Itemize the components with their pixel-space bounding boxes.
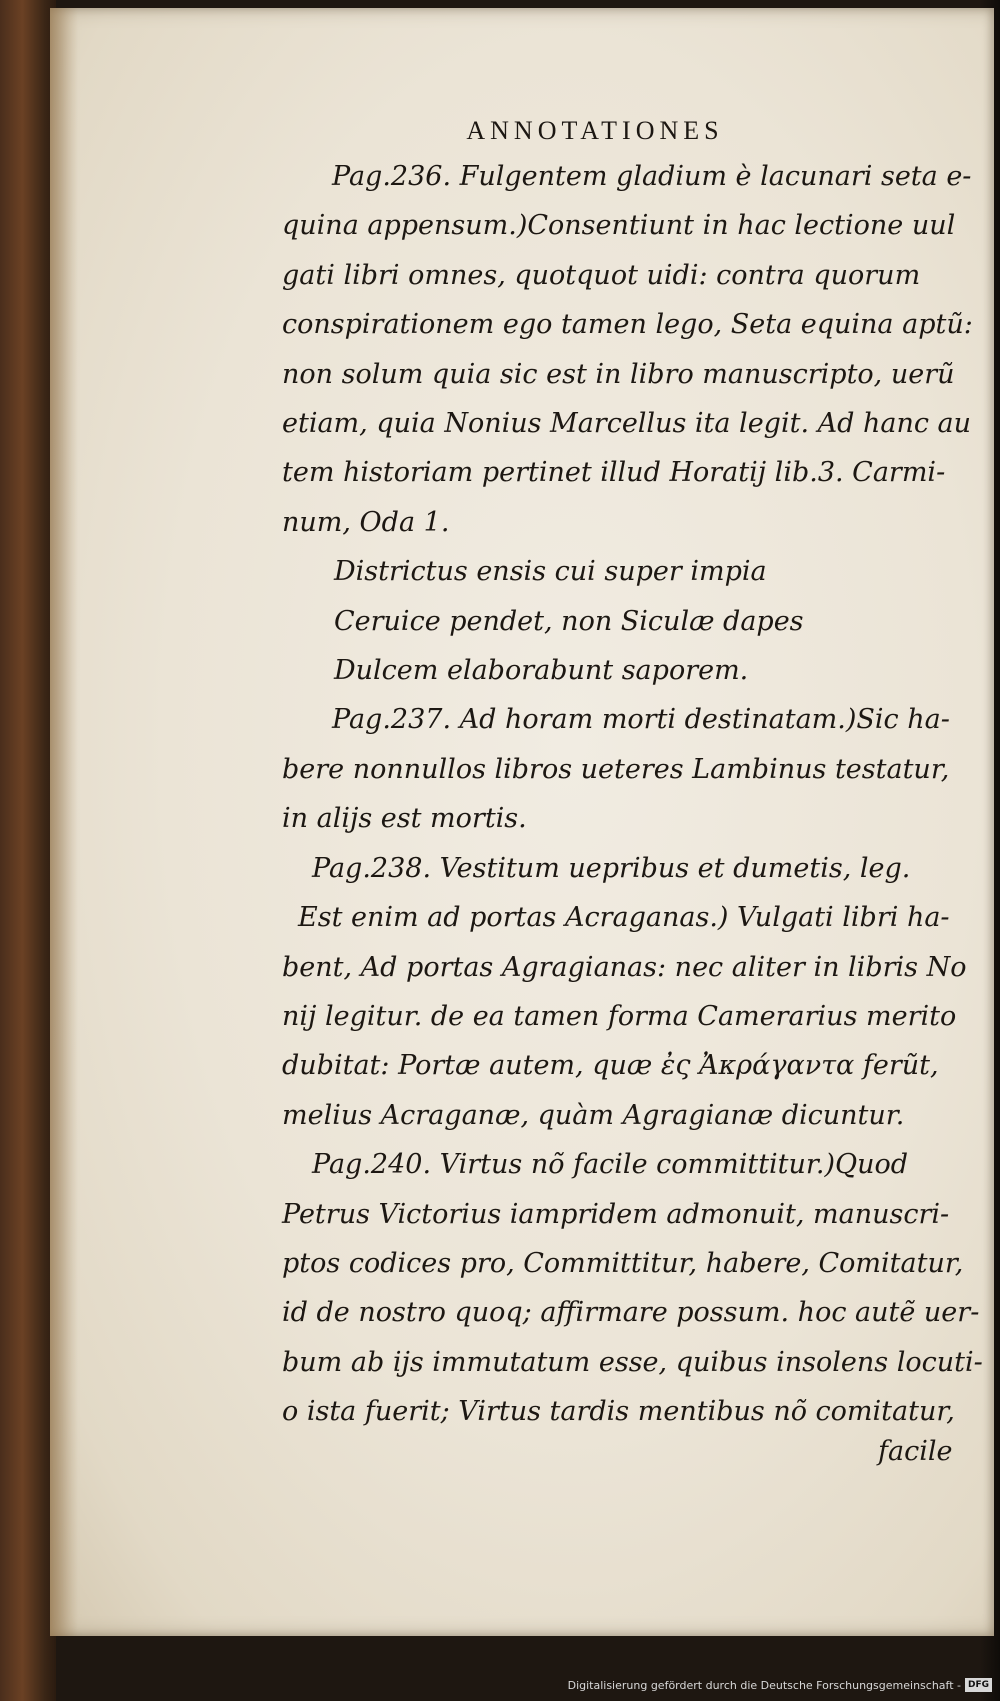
text-line: etiam, quia Nonius Marcellus ita legit. Ad hanc au [282, 408, 972, 440]
text-line: bum ab ijs immutatum esse, quibus insolens locuti- [282, 1346, 983, 1378]
text-line: dubitat: Portæ autem, quæ ἐς Ἀκράγαντα ferũt, [282, 1050, 939, 1082]
text-line: ptos codices pro, Committitur, habere, Comitatur, [282, 1247, 964, 1279]
text-line: nij legitur. de ea tamen forma Camerarius merito [282, 1000, 957, 1032]
verse-line: Ceruice pendet, non Siculæ dapes [334, 605, 804, 637]
text-line: Pag.236. Fulgentem gladium è lacunari seta e- [332, 161, 972, 192]
text-line: Pag.238. Vestitum uepribus et dumetis, leg. [312, 852, 911, 884]
text-line: Petrus Victorius iampridem admonuit, manuscri- [282, 1198, 950, 1230]
dfg-logo: DFG [965, 1678, 992, 1692]
text-line: o ista fuerit; Virtus tardis mentibus nõ comitatur, [282, 1396, 955, 1428]
text-line: id de nostro quoq; affirmare possum. hoc autẽ uer- [282, 1297, 980, 1329]
catchword: facile [878, 1436, 953, 1467]
text-line: bent, Ad portas Agragianas: nec aliter in libris No [282, 951, 967, 983]
text-line: Est enim ad portas Acraganas.) Vulgati libri ha- [298, 902, 950, 934]
digitization-credit [568, 1675, 992, 1695]
text-line: non solum quia sic est in libro manuscripto, uerũ [282, 358, 955, 390]
text-line: num, Oda 1. [282, 506, 450, 538]
text-line: tem historiam pertinet illud Horatij lib.3. Carmi- [282, 457, 946, 489]
book-binding-edge [0, 0, 56, 1701]
credit-text: Digitalisierung gefördert durch die Deutsche Forschungsgemeinschaft - [567, 1678, 961, 1692]
running-head: ANNOTATIONES [466, 116, 724, 145]
text-line: in alijs est mortis. [282, 803, 527, 835]
verse-line: Dulcem elaborabunt saporem. [334, 655, 749, 687]
book-page [50, 8, 994, 1636]
text-line: gati libri omnes, quotquot uidi: contra quorum [282, 259, 921, 291]
text-line: Pag.237. Ad horam morti destinatam.)Sic ha- [332, 704, 950, 736]
verse-line: Districtus ensis cui super impia [334, 556, 767, 588]
text-lines [282, 152, 983, 1437]
text-line: melius Acraganæ, quàm Agragianæ dicuntur. [282, 1099, 905, 1131]
text-line: conspirationem ego tamen lego, Seta equina aptũ: [282, 309, 973, 341]
text-line: bere nonnullos libros ueteres Lambinus testatur, [282, 753, 950, 785]
text-line: Pag.240. Virtus nõ facile committitur.)Quod [312, 1149, 909, 1181]
text-line: quina appensum.)Consentiunt in hac lectione uul [282, 210, 956, 242]
